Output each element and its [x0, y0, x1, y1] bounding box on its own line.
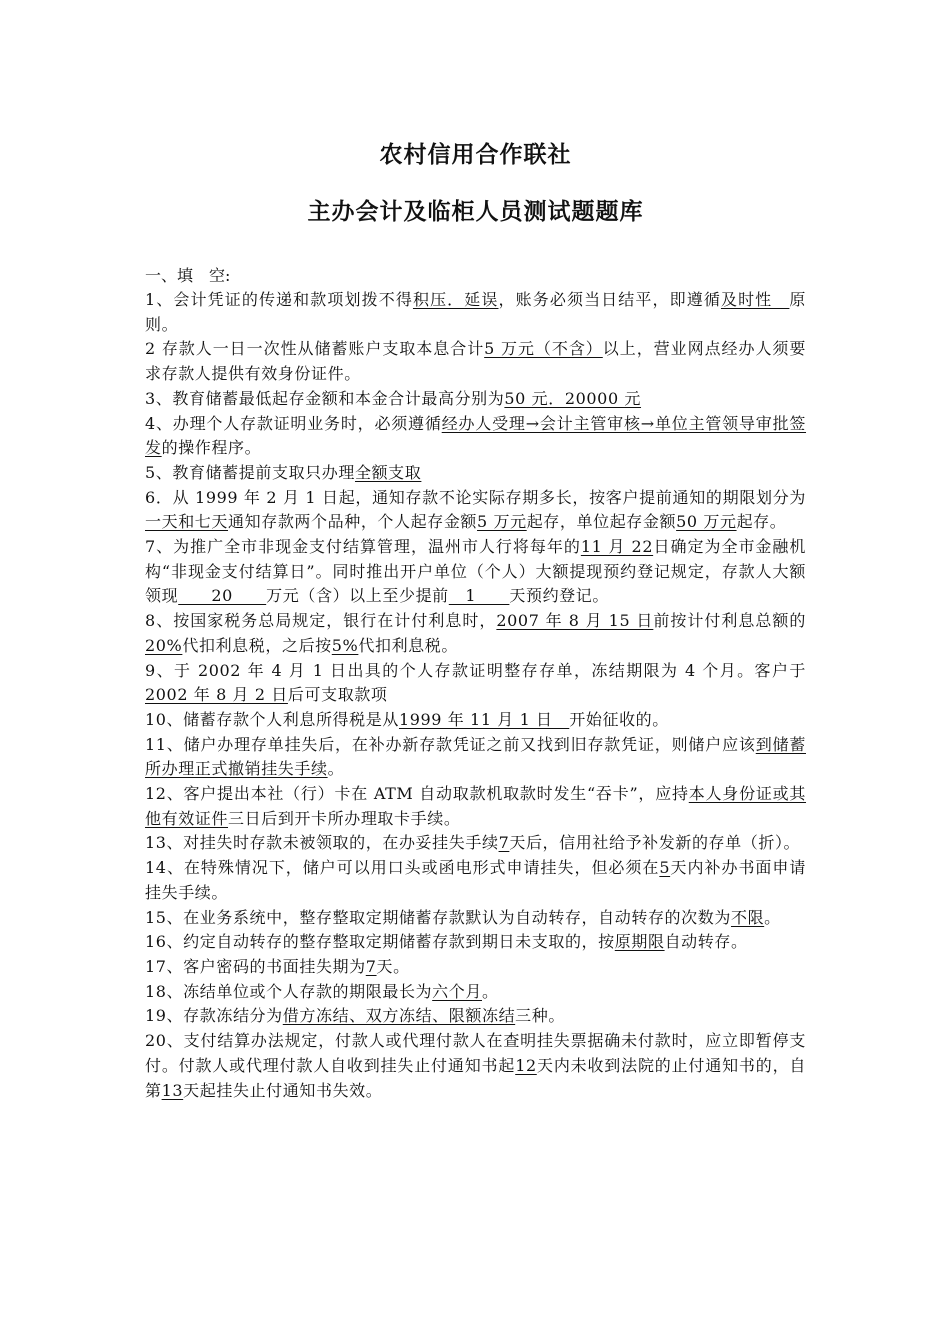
answer-blank: 20 — [178, 586, 267, 606]
question-text: 代扣利息税，之后按 — [182, 635, 332, 655]
question-item — [145, 733, 806, 782]
question-text: 13、对挂失时存款未被领取的，在办妥挂失手续 — [145, 833, 499, 853]
answer-blank: 不限 — [730, 907, 765, 927]
question-item — [145, 708, 806, 733]
answer-blank: 2002 年 8 月 2 日 — [145, 685, 288, 705]
answer-blank: 20% — [145, 635, 183, 655]
question-text: 天预约登记。 — [509, 586, 609, 606]
question-text: 万元（含）以上至少提前 — [266, 586, 449, 606]
question-text: 8、按国家税务总局规定，银行在计付利息时， — [145, 611, 497, 631]
answer-blank: 1999 年 11 月 1 日 — [398, 709, 570, 729]
question-text: 天内未收到法院的止付通知书的，自第 — [145, 1055, 806, 1100]
question-item — [145, 412, 806, 461]
question-item — [145, 486, 806, 535]
answer-blank: 一天和七天 — [145, 512, 229, 532]
answer-blank: 借方冻结、双方冻结、限额冻结 — [282, 1006, 516, 1026]
question-text: 日确定为全市金融机构“非现金支付结算日”。同时推出开户单位（个人）大额提现预约登记规定，存款人大额领现 — [145, 537, 807, 606]
answer-blank: 11 月 22 — [580, 537, 654, 557]
question-text: 16、约定自动转存的整存整取定期储蓄存款到期日未支取的，按 — [145, 932, 615, 952]
answer-blank: 1 — [448, 586, 510, 606]
question-text: 。 — [764, 907, 781, 927]
question-text: 5、教育储蓄提前支取只办理 — [145, 462, 355, 482]
question-text: 20、支付结算办法规定，付款人或代理付款人在查明挂失票据确未付款时，应立即暂停支付。付款人或代理付款人自收到挂失止付通知书起 — [145, 1031, 806, 1075]
question-text: ，账务必须当日结平，即遵循 — [498, 290, 721, 309]
question-text: 代扣利息税。 — [358, 635, 458, 655]
question-text: 天后，信用社给予补发新的存单（折）。 — [509, 833, 801, 853]
answer-blank: 2007 年 8 月 15 日 — [496, 611, 654, 631]
answer-blank: 7 — [498, 833, 510, 853]
answer-blank: 及时性 — [720, 290, 790, 309]
question-text: 天起挂失止付通知书失效。 — [183, 1080, 383, 1100]
question-text: 10、储蓄存款个人利息所得税是从 — [145, 709, 399, 729]
question-text: 的操作程序。 — [161, 438, 262, 458]
answer-blank: 50 元．20000 元 — [504, 388, 642, 408]
question-text: 15、在业务系统中，整存整取定期储蓄存款默认为自动转存，自动转存的次数为 — [145, 907, 731, 927]
answer-blank: 7 — [365, 956, 377, 976]
question-text: 前按计付利息总额的 — [653, 611, 807, 631]
answer-blank: 积压．延误 — [412, 290, 499, 309]
question-item — [145, 856, 806, 905]
answer-blank: 到储蓄所办理正式撤销挂失手续 — [145, 734, 806, 779]
question-text: 。 — [327, 759, 345, 779]
question-text: 三种。 — [515, 1006, 565, 1026]
answer-blank: 原期限 — [614, 932, 665, 952]
answer-blank: 全额支取 — [354, 462, 422, 482]
answer-blank: 5 万元（不含） — [484, 339, 603, 359]
question-item — [145, 659, 806, 708]
question-text: 天内补办书面申请挂失手续。 — [145, 858, 806, 902]
question-text: 自动转存。 — [664, 932, 748, 952]
question-item — [145, 609, 806, 658]
question-text: 1、会计凭证的传递和款项划拨不得 — [145, 290, 413, 309]
question-text: 通知存款两个品种，个人起存金额 — [228, 512, 478, 532]
question-text: 7、为推广全市非现金支付结算管理，温州市人行将每年的 — [145, 537, 581, 557]
answer-blank: 13 — [161, 1080, 184, 1100]
question-item — [145, 387, 806, 412]
question-text: 后可支取款项 — [287, 685, 388, 705]
section-heading: 一、填 空: — [145, 266, 231, 285]
question-text: 19、存款冻结分为 — [145, 1006, 283, 1026]
answer-blank: 本人身份证或其他有效证件 — [145, 784, 807, 828]
question-item — [145, 461, 806, 486]
question-text: 9、于 2002 年 4 月 1 日出具的个人存款证明整存存单，冻结期限为 4 个月。客户于 — [145, 660, 806, 680]
question-text: 4、办理个人存款证明业务时，必须遵循 — [145, 413, 442, 433]
question-text: 2 存款人一日一次性从储蓄账户支取本息合计 — [145, 339, 485, 359]
answer-blank: 5 万元 — [477, 512, 527, 532]
question-item — [145, 831, 806, 856]
question-text: 11、储户办理存单挂失后，在补办新存款凭证之前又找到旧存款凭证，则储户应该 — [145, 734, 756, 754]
question-text: 开始征收的。 — [569, 709, 669, 729]
question-text: 三日后到开卡所办理取卡手续。 — [228, 808, 461, 828]
answer-blank: 5 — [659, 858, 671, 878]
question-text: 12、客户提出本社（行）卡在 ATM 自动取款机取款时发生“吞卡”，应持 — [145, 784, 689, 804]
question-text: 3、教育储蓄最低起存金额和本金合计最高分别为 — [145, 388, 505, 408]
question-item — [145, 906, 806, 931]
question-text: 。 — [481, 981, 499, 1001]
document-subtitle: 主办会计及临柜人员测试题题库 — [307, 199, 644, 225]
question-text: 以上，营业网点经办人须要求存款人提供有效身份证件。 — [145, 339, 806, 384]
question-text: 6．从 1999 年 2 月 1 日起，通知存款不论实际存期多长，按客户提前通知的期限划分为 — [145, 487, 806, 507]
question-list — [145, 288, 806, 1103]
question-item — [145, 782, 806, 831]
question-item — [145, 1004, 806, 1029]
answer-blank: 5% — [331, 635, 359, 655]
question-text: 原则。 — [145, 290, 807, 334]
question-item — [145, 955, 806, 980]
question-item — [145, 980, 806, 1005]
question-text: 天。 — [376, 956, 410, 976]
question-item — [145, 535, 806, 609]
answer-blank: 50 万元 — [676, 512, 737, 532]
answer-blank: 12 — [515, 1055, 537, 1075]
question-text: 起存，单位起存金额 — [526, 512, 677, 532]
question-text: 起存。 — [736, 512, 787, 532]
answer-blank: 经办人受理→会计主管审核→单位主管领导审批签发 — [145, 413, 807, 458]
question-item — [145, 337, 806, 386]
question-item — [145, 930, 806, 955]
question-text: 18、冻结单位或个人存款的期限最长为 — [145, 981, 433, 1001]
question-text: 14、在特殊情况下，储户可以用口头或函电形式申请挂失，但必须在 — [145, 858, 660, 878]
question-item — [145, 1029, 806, 1103]
answer-blank: 六个月 — [432, 981, 482, 1001]
question-item — [145, 288, 806, 337]
document-title: 农村信用合作联社 — [379, 142, 572, 168]
question-text: 17、客户密码的书面挂失期为 — [145, 956, 366, 976]
